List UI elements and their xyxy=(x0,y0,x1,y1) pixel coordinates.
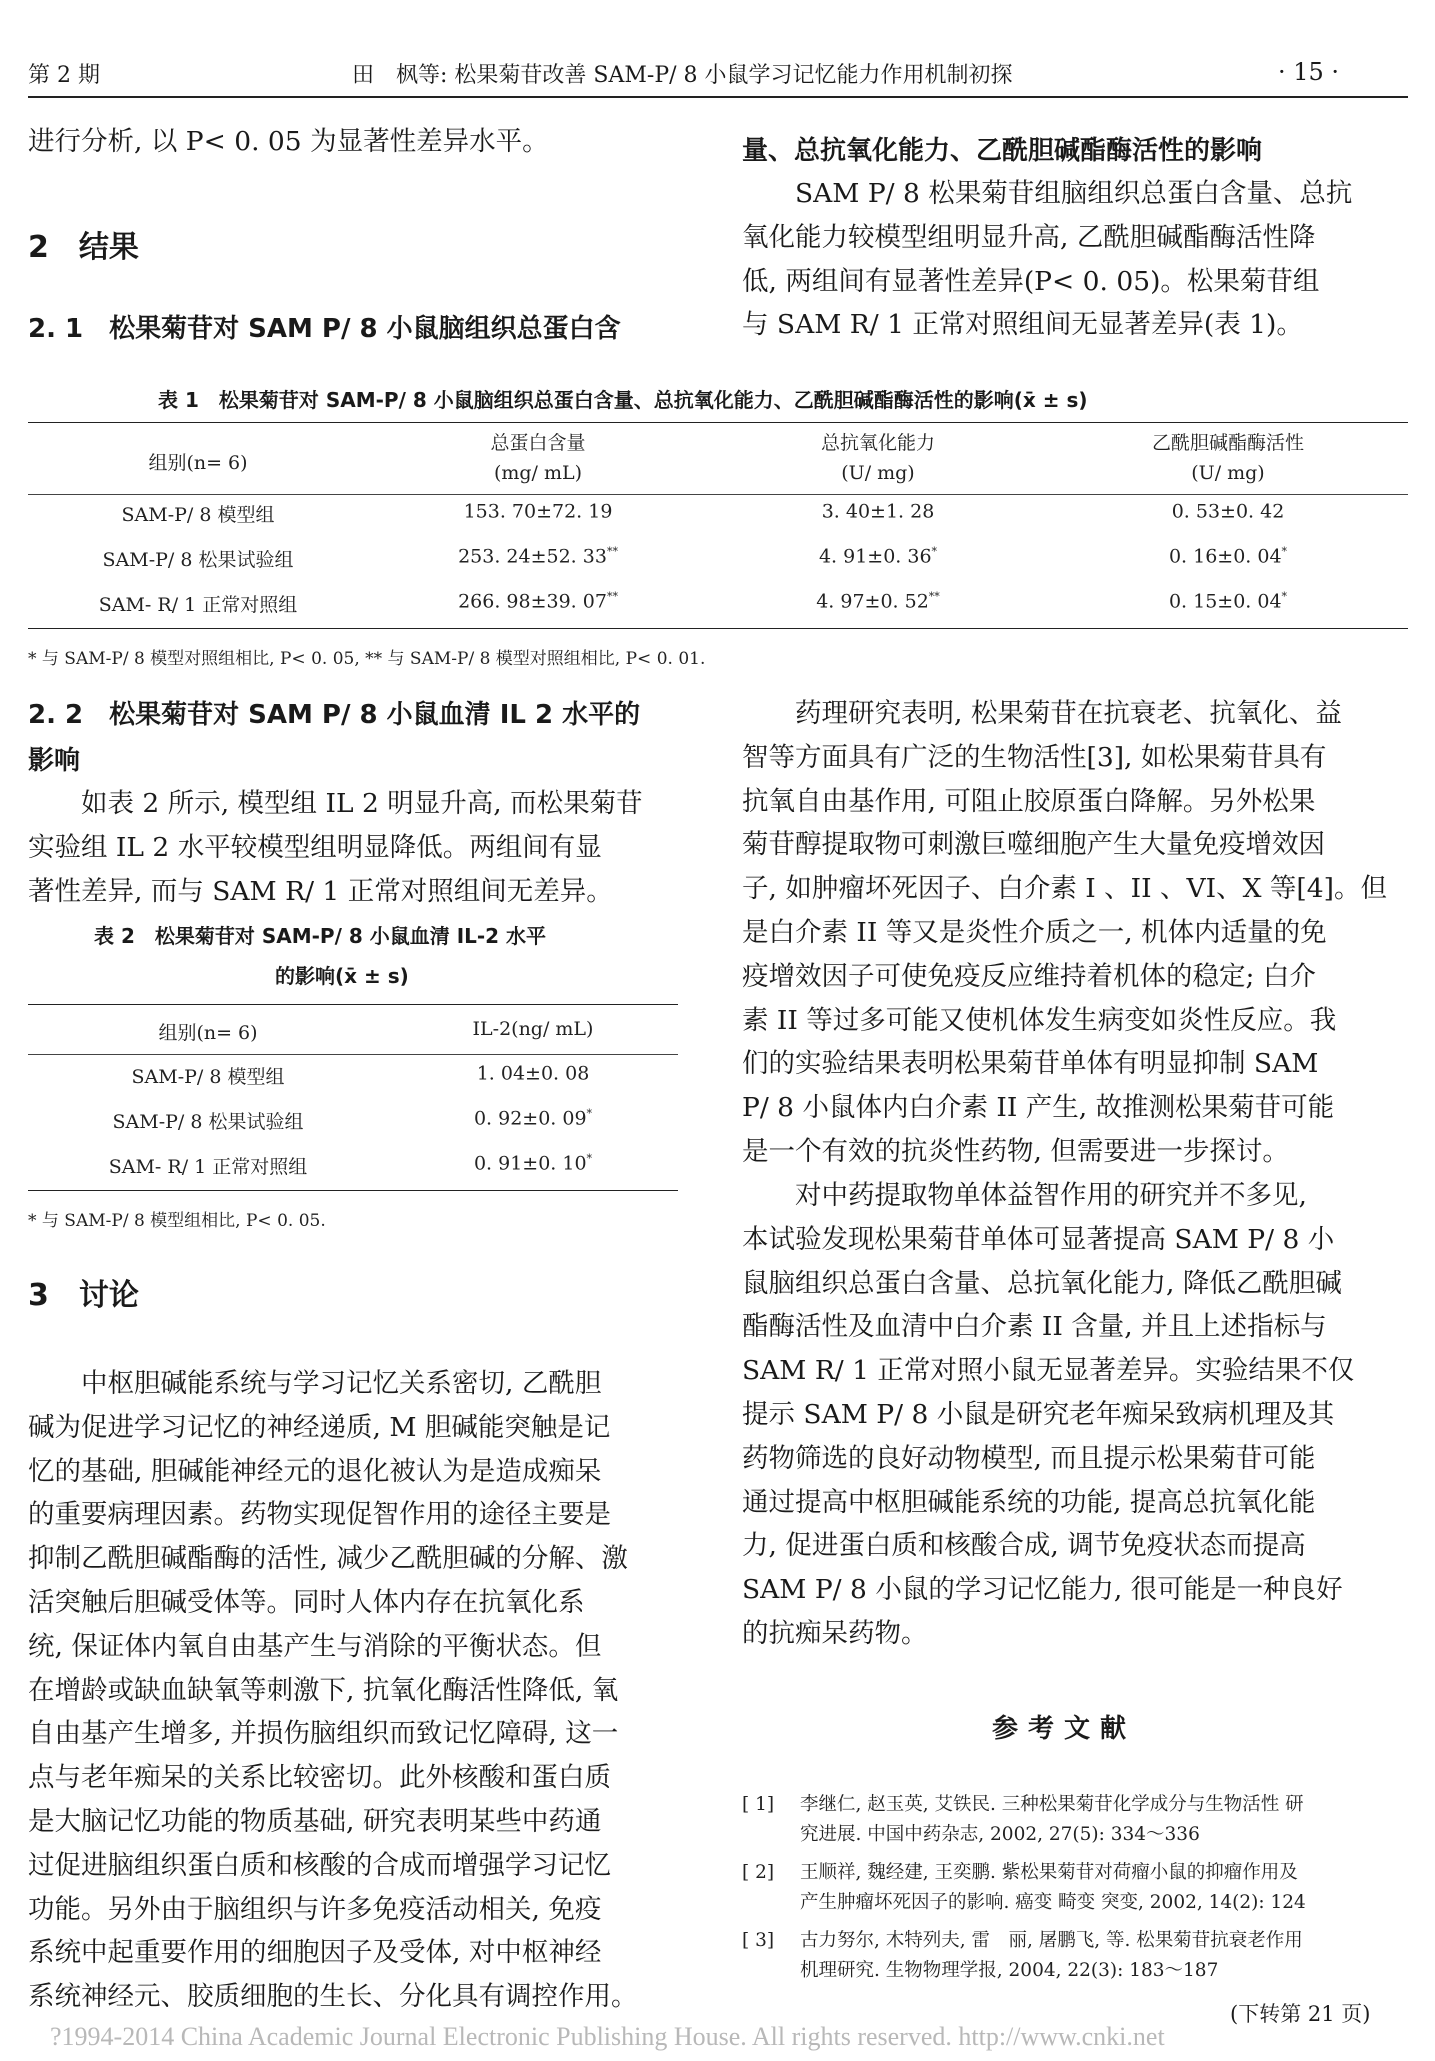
value-text: 0. 16±0. 04 xyxy=(1168,545,1282,568)
text-line: 是一个有效的抗炎性药物, 但需要进一步探讨。 xyxy=(742,1135,1289,1167)
subsection-2-1-heading: 2. 1 松果菊苷对 SAM P/ 8 小鼠脑组织总蛋白含 xyxy=(28,314,621,344)
text-line: 功能。另外由于脑组织与许多免疫活动相关, 免疫 xyxy=(28,1893,602,1925)
table-1-cell-group: SAM-P/ 8 松果试验组 xyxy=(102,549,294,571)
text-line: 统, 保证体内氧自由基产生与消除的平衡状态。但 xyxy=(28,1630,602,1662)
text-line: 抗氧自由基作用, 可阻止胶原蛋白降解。另外松果 xyxy=(742,785,1316,817)
text-line: 智等方面具有广泛的生物活性[3], 如松果菊苷具有 xyxy=(742,741,1327,773)
text-line: 药物筛选的良好动物模型, 而且提示松果菊苷可能 xyxy=(742,1442,1316,1474)
table-1-header-group: 组别(n= 6) xyxy=(148,452,248,474)
value-text: 266. 98±39. 07 xyxy=(458,590,607,613)
reference-item xyxy=(800,1790,1304,1850)
method-continuation: 进行分析, 以 P< 0. 05 为显著性差异水平。 xyxy=(28,126,549,157)
text-line: 的重要病理因素。药物实现促智作用的途径主要是 xyxy=(28,1499,611,1531)
text-line: 力, 促进蛋白质和核酸合成, 调节免疫状态而提高 xyxy=(742,1530,1306,1562)
reference-line: 究进展. 中国中药杂志, 2002, 27(5): 334～336 xyxy=(800,1824,1200,1845)
text-line: 著性差异, 而与 SAM R/ 1 正常对照组间无差异。 xyxy=(28,875,613,907)
subsection-2-2-heading: 2. 2 松果菊苷对 SAM P/ 8 小鼠血清 IL 2 水平的 xyxy=(28,700,641,730)
text-line: 与 SAM R/ 1 正常对照组间无显著差异(表 1)。 xyxy=(742,309,1303,341)
table-1-cell-ache xyxy=(1048,590,1408,612)
table-1-cell-protein xyxy=(368,545,708,567)
value-text: 4. 91±0. 36 xyxy=(818,545,932,568)
table-1-header-rule xyxy=(28,494,1408,495)
text-line: 在增龄或缺血缺氧等刺激下, 抗氧化酶活性降低, 氧 xyxy=(28,1674,619,1706)
text-line: P/ 8 小鼠体内白介素 II 产生, 故推测松果菊苷可能 xyxy=(742,1092,1335,1124)
table-2-cell-group: SAM-P/ 8 模型组 xyxy=(131,1066,285,1088)
references-heading: 参考文献 xyxy=(992,1714,1137,1744)
significance-mark: * xyxy=(586,1152,593,1165)
value-text: 0. 92±0. 09 xyxy=(473,1107,587,1130)
discussion-paragraph-2 xyxy=(742,692,1387,1174)
text-line: 疫增效因子可使免疫反应维持着机体的稳定; 白介 xyxy=(742,960,1316,992)
table-1-header-antiox-unit: (U/ mg) xyxy=(841,462,915,484)
text-line: 的抗痴呆药物。 xyxy=(742,1617,928,1649)
text-line: 点与老年痴呆的关系比较密切。此外核酸和蛋白质 xyxy=(28,1762,611,1794)
text-line: 活突触后胆碱受体等。同时人体内存在抗氧化系 xyxy=(28,1586,585,1618)
running-title: 田 枫等: 松果菊苷改善 SAM-P/ 8 小鼠学习记忆能力作用机制初探 xyxy=(352,63,1013,88)
table-1-cell-group: SAM-P/ 8 模型组 xyxy=(121,504,275,526)
text-line: 本试验发现松果菊苷单体可显著提高 SAM P/ 8 小 xyxy=(742,1223,1335,1255)
page-number: · 15 · xyxy=(1278,58,1340,86)
table-2-header-group: 组别(n= 6) xyxy=(158,1022,258,1044)
table-1-header-protein: 总蛋白含量 xyxy=(490,432,586,454)
reference-item xyxy=(800,1926,1303,1986)
value-text: 153. 70±72. 19 xyxy=(463,500,613,523)
table-2-cell-group: SAM- R/ 1 正常对照组 xyxy=(108,1156,308,1178)
reference-item xyxy=(800,1858,1306,1918)
table-1-header-antiox: 总抗氧化能力 xyxy=(820,432,935,454)
text-line: 通过提高中枢胆碱能系统的功能, 提高总抗氧化能 xyxy=(742,1486,1316,1518)
text-line: 系统神经元、胶质细胞的生长、分化具有调控作用。 xyxy=(28,1981,638,2013)
value-text: 0. 15±0. 04 xyxy=(1168,590,1282,613)
table-1-cell-ache xyxy=(1048,545,1408,567)
text-line: 药理研究表明, 松果菊苷在抗衰老、抗氧化、益 xyxy=(742,698,1342,729)
text-line: 抑制乙酰胆碱酯酶的活性, 减少乙酰胆碱的分解、激 xyxy=(28,1543,628,1575)
table-2-top-rule xyxy=(28,1004,678,1005)
table-1-cell-protein xyxy=(368,500,708,522)
table-1-cell-antiox xyxy=(708,545,1048,567)
table-1-top-rule xyxy=(28,422,1408,423)
reference-line: 王顺祥, 魏经建, 王奕鹏. 紫松果菊苷对荷瘤小鼠的抑瘤作用及 xyxy=(800,1862,1298,1883)
table-2-cell-il2 xyxy=(388,1062,678,1084)
subsection-2-1-heading-cont: 量、总抗氧化能力、乙酰胆碱酯酶活性的影响 xyxy=(742,136,1263,166)
text-line: 氧化能力较模型组明显升高, 乙酰胆碱酯酶活性降 xyxy=(742,221,1316,253)
text-line: 菊苷醇提取物可刺激巨噬细胞产生大量免疫增效因 xyxy=(742,829,1325,861)
copyright-watermark: ?1994-2014 China Academic Journal Electronic Publishing House. All rights reserved. http://www.cnki.net xyxy=(50,2022,1165,2051)
text-line: 中枢胆碱能系统与学习记忆关系密切, 乙酰胆 xyxy=(28,1368,602,1399)
table-2-bottom-rule xyxy=(28,1190,678,1191)
significance-mark: * xyxy=(1281,590,1288,603)
table-1-cell-group: SAM- R/ 1 正常对照组 xyxy=(98,594,298,616)
text-line: 子, 如肿瘤坏死因子、白介素 I 、II 、VI、X 等[4]。但 xyxy=(742,873,1387,905)
header-rule xyxy=(28,96,1408,98)
significance-mark: * xyxy=(931,545,938,558)
text-line: 酯酶活性及血清中白介素 II 含量, 并且上述指标与 xyxy=(742,1311,1327,1343)
reference-number: [ 1] xyxy=(742,1794,775,1815)
text-line: 是大脑记忆功能的物质基础, 研究表明某些中药通 xyxy=(28,1805,602,1837)
text-line: 素 II 等过多可能又使机体发生病变如炎性反应。我 xyxy=(742,1004,1337,1036)
text-line: 对中药提取物单体益智作用的研究并不多见, xyxy=(742,1180,1307,1211)
table-1-bottom-rule xyxy=(28,628,1408,629)
text-line: SAM P/ 8 小鼠的学习记忆能力, 很可能是一种良好 xyxy=(742,1574,1343,1606)
table-2-caption: 表 2 松果菊苷对 SAM-P/ 8 小鼠血清 IL-2 水平 xyxy=(94,924,547,948)
significance-mark: * xyxy=(1281,545,1288,558)
value-text: 0. 91±0. 10 xyxy=(473,1152,587,1175)
table-1-cell-protein xyxy=(368,590,708,612)
significance-mark: ** xyxy=(928,590,940,603)
table-1-cell-antiox xyxy=(708,500,1048,522)
table-1-header-ache-unit: (U/ mg) xyxy=(1191,462,1265,484)
result-paragraph-2-1 xyxy=(742,172,1352,347)
text-line: 实验组 IL 2 水平较模型组明显降低。两组间有显 xyxy=(28,831,602,863)
table-1-cell-ache xyxy=(1048,500,1408,522)
discussion-paragraph-3 xyxy=(742,1174,1354,1656)
text-line: 系统中起重要作用的细胞因子及受体, 对中枢神经 xyxy=(28,1937,602,1969)
text-line: 碱为促进学习记忆的神经递质, M 胆碱能突触是记 xyxy=(28,1411,611,1443)
table-1-footnote: * 与 SAM-P/ 8 模型对照组相比, P< 0. 05, ** 与 SAM-P/ 8 模型对照组相比, P< 0. 01. xyxy=(28,649,706,669)
value-text: 1. 04±0. 08 xyxy=(476,1062,590,1085)
reference-line: 古力努尔, 木特列夫, 雷 丽, 屠鹏飞, 等. 松果菊苷抗衰老作用 xyxy=(800,1930,1303,1951)
table-1-header-protein-unit: (mg/ mL) xyxy=(493,462,583,484)
significance-mark: ** xyxy=(606,545,618,558)
table-2-footnote: * 与 SAM-P/ 8 模型组相比, P< 0. 05. xyxy=(28,1211,326,1231)
table-2-header-rule xyxy=(28,1054,678,1055)
table-2-cell-il2 xyxy=(388,1107,678,1129)
subsection-2-2-heading-cont: 影响 xyxy=(28,746,81,776)
continued-note: (下转第 21 页) xyxy=(1230,2002,1371,2026)
text-line: 提示 SAM P/ 8 小鼠是研究老年痴呆致病机理及其 xyxy=(742,1398,1335,1430)
discussion-paragraph-1 xyxy=(28,1362,638,2019)
value-text: 3. 40±1. 28 xyxy=(821,500,935,523)
text-line: SAM R/ 1 正常对照小鼠无显著差异。实验结果不仅 xyxy=(742,1355,1355,1387)
value-text: 0. 53±0. 42 xyxy=(1171,500,1285,523)
text-line: 鼠脑组织总蛋白含量、总抗氧化能力, 降低乙酰胆碱 xyxy=(742,1267,1342,1299)
value-text: 4. 97±0. 52 xyxy=(816,590,929,613)
text-line: 低, 两组间有显著性差异(P< 0. 05)。松果菊苷组 xyxy=(742,265,1320,297)
text-line: SAM P/ 8 松果菊苷组脑组织总蛋白含量、总抗 xyxy=(742,178,1353,209)
reference-line: 机理研究. 生物物理学报, 2004, 22(3): 183～187 xyxy=(800,1960,1219,1981)
text-line: 如表 2 所示, 模型组 IL 2 明显升高, 而松果菊苷 xyxy=(28,788,643,819)
table-1-header-ache: 乙酰胆碱酯酶活性 xyxy=(1151,432,1304,454)
issue-label: 第 2 期 xyxy=(28,63,100,88)
reference-number: [ 3] xyxy=(742,1930,775,1951)
significance-mark: * xyxy=(586,1107,593,1120)
reference-line: 产生肿瘤坏死因子的影响. 癌变 畸变 突变, 2002, 14(2): 124 xyxy=(800,1892,1306,1913)
text-line: 忆的基础, 胆碱能神经元的退化被认为是造成痴呆 xyxy=(28,1455,602,1487)
significance-mark: ** xyxy=(606,590,618,603)
text-line: 过促进脑组织蛋白质和核酸的合成而增强学习记忆 xyxy=(28,1849,611,1881)
section-3-heading: 3 讨论 xyxy=(28,1278,139,1313)
table-2-cell-il2 xyxy=(388,1152,678,1174)
table-2-cell-group: SAM-P/ 8 松果试验组 xyxy=(112,1111,304,1133)
result-paragraph-2-2 xyxy=(28,782,643,913)
text-line: 是白介素 II 等又是炎性介质之一, 机体内适量的免 xyxy=(742,916,1327,948)
reference-number: [ 2] xyxy=(742,1862,775,1883)
value-text: 253. 24±52. 33 xyxy=(458,545,607,568)
table-1-caption: 表 1 松果菊苷对 SAM-P/ 8 小鼠脑组织总蛋白含量、总抗氧化能力、乙酰胆碱酯酶活性的影响(x̄ ± s) xyxy=(158,388,1088,412)
table-2-header-il2: IL-2(ng/ mL) xyxy=(472,1018,594,1040)
table-1-cell-antiox xyxy=(708,590,1048,612)
section-2-heading: 2 结果 xyxy=(28,230,139,265)
table-2-caption-cont: 的影响(x̄ ± s) xyxy=(275,964,409,988)
text-line: 们的实验结果表明松果菊苷单体有明显抑制 SAM xyxy=(742,1048,1319,1080)
reference-line: 李继仁, 赵玉英, 艾铁民. 三种松果菊苷化学成分与生物活性 研 xyxy=(800,1794,1304,1815)
text-line: 自由基产生增多, 并损伤脑组织而致记忆障碍, 这一 xyxy=(28,1718,619,1750)
